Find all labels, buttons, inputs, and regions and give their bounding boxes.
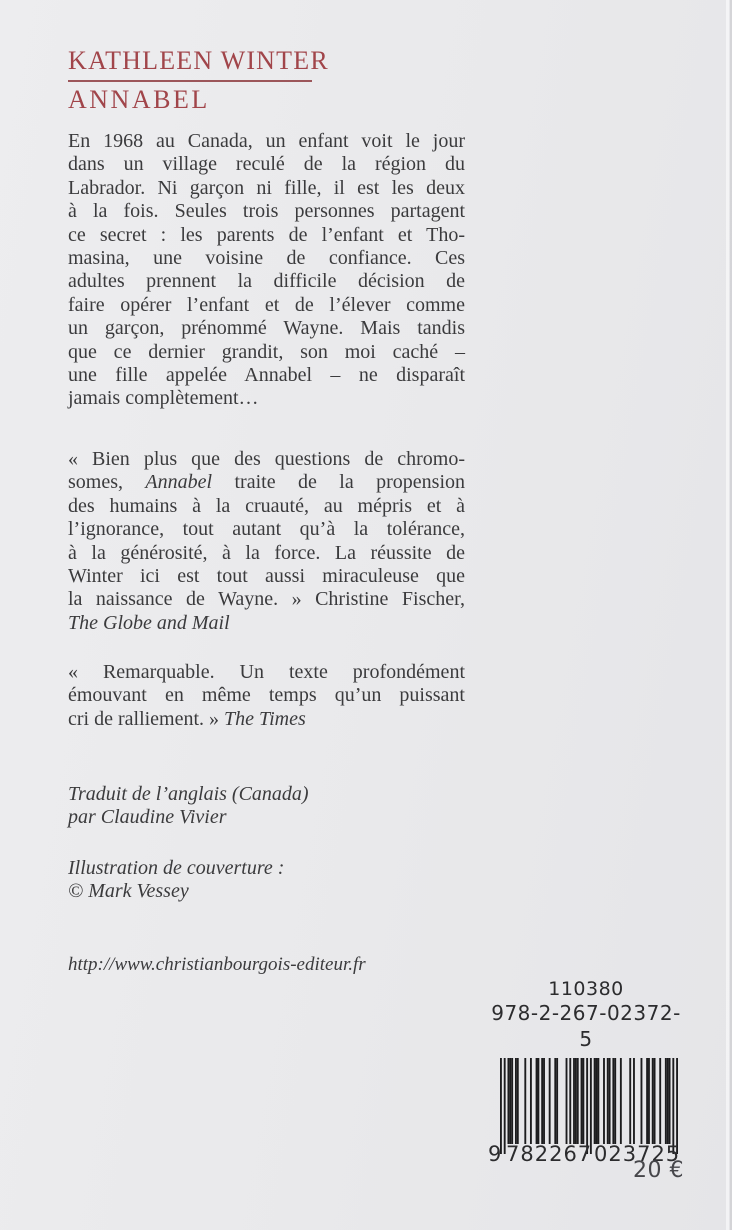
book-author: KATHLEEN WINTER <box>68 46 329 75</box>
publisher-url <box>68 953 465 976</box>
translator-credit-line: Traduit de l’anglais (Canada) <box>68 783 309 805</box>
quote-line <box>68 708 465 731</box>
synopsis-line: ce secret : les parents de l’enfant et Tho- <box>68 223 465 246</box>
illustration-credit-line: © Mark Vessey <box>68 880 189 903</box>
barcode-digit-group: 023725 <box>594 1142 681 1166</box>
quote-text: somes, <box>68 471 146 494</box>
quote-line: « Bien plus que des questions de chromo- <box>68 448 465 470</box>
barcode-digit-lead: 9 <box>488 1142 503 1166</box>
book-title: ANNABEL <box>68 85 210 114</box>
translator-credit <box>68 783 465 830</box>
ean-barcode <box>500 1058 684 1154</box>
synopsis-line: une fille appelée Annabel – ne disparaît <box>68 364 465 387</box>
book-title-inline: Annabel <box>145 471 213 494</box>
synopsis-line: jamais complètement… <box>68 387 259 410</box>
illustration-credit-line: Illustration de couverture : <box>68 857 285 879</box>
quote-line: des humains à la cruauté, au mépris et à <box>68 494 465 517</box>
synopsis-line: Labrador. Ni garçon ni fille, il est les deux <box>68 176 465 199</box>
cover-illustration-credit <box>68 857 465 904</box>
cover-edge-highlight <box>726 0 729 1230</box>
quote-line: à la générosité, à la force. La réussite de <box>68 541 465 564</box>
synopsis-line: faire opérer l’enfant et de l’élever comme <box>68 293 465 316</box>
quote-source: The Globe and Mail <box>68 611 230 634</box>
quote-text: traite de la propension <box>212 471 465 494</box>
barcode-block <box>488 978 684 1166</box>
quote-line: la naissance de Wayne. » Christine Fischer, <box>68 588 465 611</box>
quote-source: The Times <box>224 707 306 730</box>
title-divider-rule <box>68 80 312 82</box>
press-quote-globe-and-mail <box>68 448 465 635</box>
quote-text: cri de ralliement. » <box>68 707 225 730</box>
quote-line: l’ignorance, tout autant qu’à la tolérance, <box>68 518 465 541</box>
synopsis-line: adultes prennent la difficile décision de <box>68 270 465 293</box>
quote-line: « Remarquable. Un texte profondément <box>68 661 465 683</box>
synopsis-line: dans un village reculé de la région du <box>68 153 465 176</box>
quote-line <box>68 471 465 494</box>
isbn-number: 978-2-267-02372-5 <box>491 1001 681 1051</box>
quote-line: Winter ici est tout aussi miraculeuse que <box>68 565 465 588</box>
synopsis-line: masina, une voisine de confiance. Ces <box>68 247 465 270</box>
publisher-url-text: http://www.christianbourgois-editeur.fr <box>68 954 366 975</box>
translator-credit-line: par Claudine Vivier <box>68 806 227 829</box>
synopsis-line: un garçon, prénommé Wayne. Mais tandis <box>68 317 465 340</box>
barcode-digit-group: 782267 <box>506 1142 593 1166</box>
synopsis-paragraph <box>68 130 465 411</box>
quote-line: émouvant en même temps qu’un puissant <box>68 684 465 707</box>
synopsis-line: à la fois. Seules trois personnes partagent <box>68 200 465 223</box>
synopsis-line: que ce dernier grandit, son moi caché – <box>68 340 465 363</box>
press-quote-the-times <box>68 661 465 731</box>
product-code: 110380 <box>548 978 624 1000</box>
price-label: 20 € <box>633 1158 684 1183</box>
synopsis-line: En 1968 au Canada, un enfant voit le jour <box>68 130 465 152</box>
